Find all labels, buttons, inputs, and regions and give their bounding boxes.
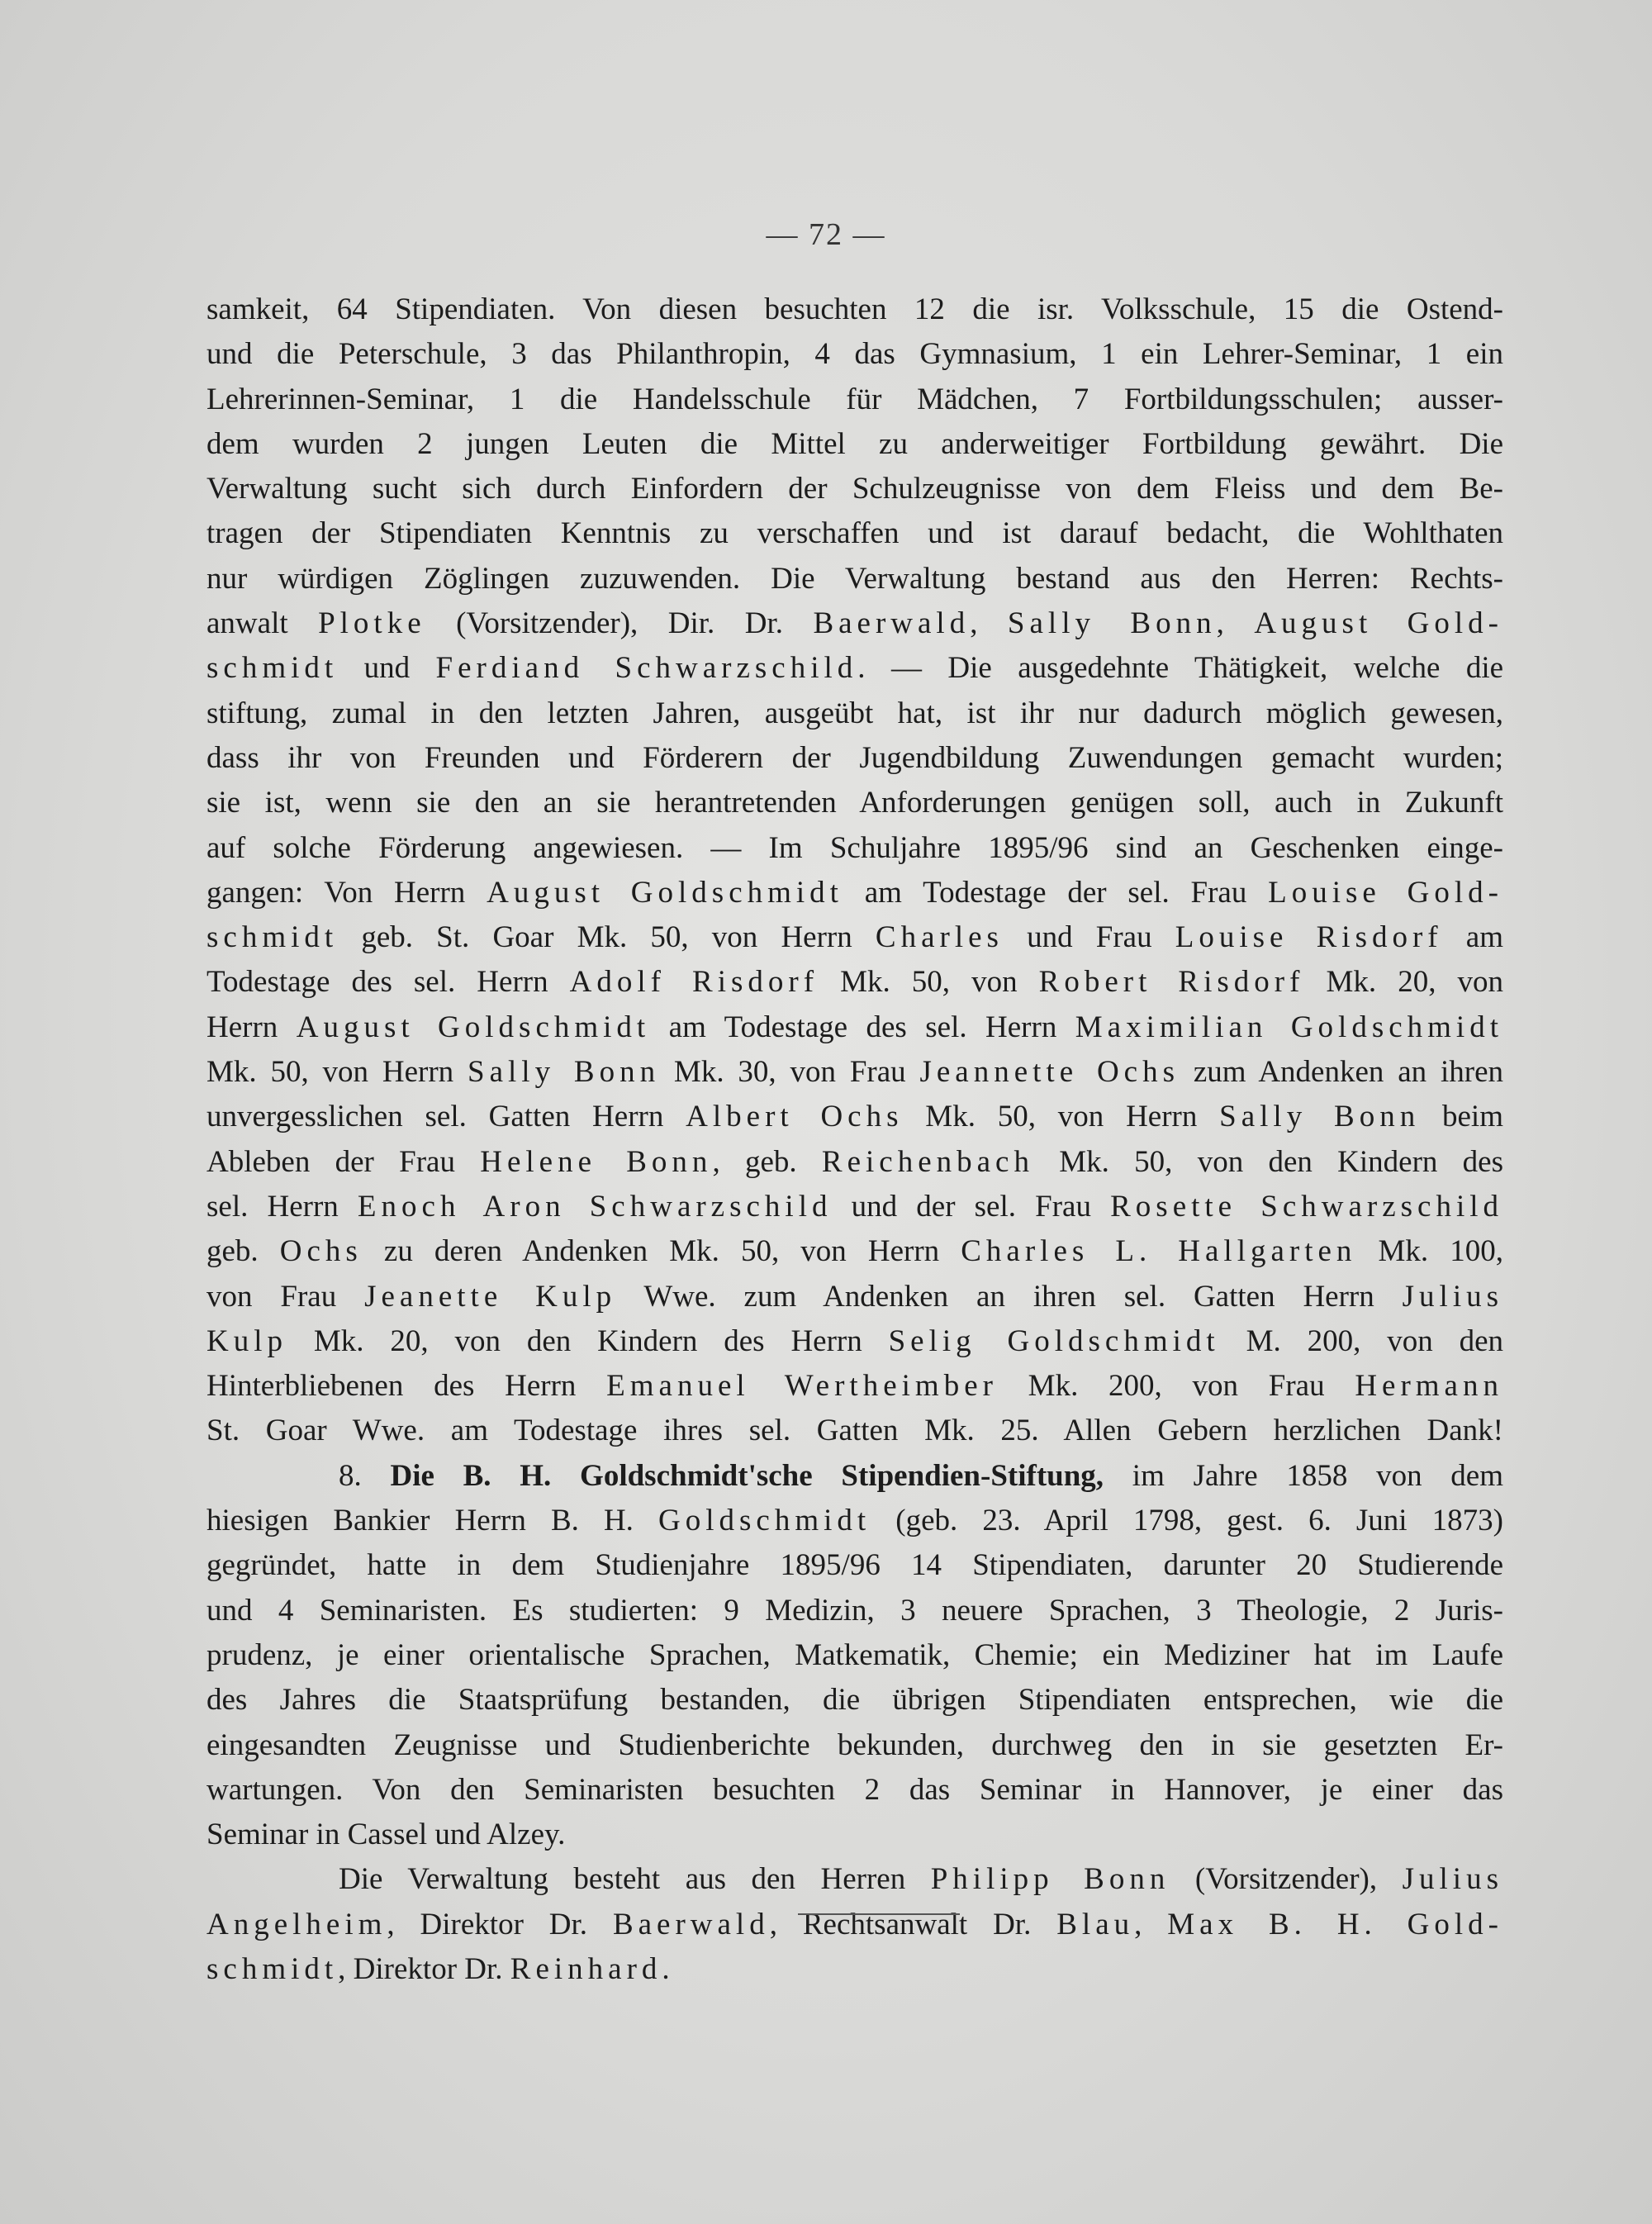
text-line: Angelheim, Direktor Dr. Baerwald, Rechtsanwalt Dr. Blau, Max B. H. Gold- — [206, 1907, 1503, 1941]
text-line: dass ihr von Freunden und Förderern der Jugendbildung Zuwendungen gemacht wurden; — [206, 740, 1503, 775]
text-line: gegründet, hatte in dem Studienjahre 1895/96 14 Stipendiaten, darunter 20 Studierende — [206, 1548, 1503, 1583]
text-line: schmidt, Direktor Dr. Reinhard. — [206, 1951, 670, 1986]
text-line: Ableben der Frau Helene Bonn, geb. Reichenbach Mk. 50, von den Kindern des — [206, 1144, 1503, 1179]
text-line: Herrn August Goldschmidt am Todestage des sel. Herrn Maximilian Goldschmidt — [206, 1010, 1503, 1044]
text-line: schmidt geb. St. Goar Mk. 50, von Herrn Charles und Frau Louise Risdorf am — [206, 920, 1503, 955]
text-line: anwalt Plotke (Vorsitzender), Dir. Dr. Baerwald, Sally Bonn, August Gold- — [206, 606, 1503, 641]
text-line: samkeit, 64 Stipendiaten. Von diesen besuchten 12 die isr. Volksschule, 15 die Ostend- — [206, 292, 1503, 326]
text-line: geb. Ochs zu deren Andenken Mk. 50, von Herrn Charles L. Hallgarten Mk. 100, — [206, 1234, 1503, 1269]
text-line: und 4 Seminaristen. Es studierten: 9 Medizin, 3 neuere Sprachen, 3 Theologie, 2 Juris- — [206, 1593, 1503, 1628]
text-line: hiesigen Bankier Herrn B. H. Goldschmidt (geb. 23. April 1798, gest. 6. Juni 1873) — [206, 1504, 1503, 1538]
section-heading-line: 8. Die B. H. Goldschmidt'sche Stipendien-Stiftung, im Jahre 1858 von dem — [339, 1458, 1503, 1493]
body-text — [206, 288, 1503, 1992]
text-line: Lehrerinnen-Seminar, 1 die Handelsschule für Mädchen, 7 Fortbildungsschulen; ausser- — [206, 382, 1503, 416]
text-line: nur würdigen Zöglingen zuzuwenden. Die Verwaltung bestand aus den Herren: Rechts- — [206, 561, 1503, 596]
section-title: Die B. H. Goldschmidt'sche Stipendien-Stiftung, — [390, 1458, 1104, 1493]
text-line: unvergesslichen sel. Gatten Herrn Albert Ochs Mk. 50, von Herrn Sally Bonn beim — [206, 1100, 1503, 1134]
text-line: dem wurden 2 jungen Leuten die Mittel zu anderweitiger Fortbildung gewährt. Die — [206, 426, 1503, 461]
text-line: wartungen. Von den Seminaristen besuchten 2 das Seminar in Hannover, je einer das — [206, 1772, 1503, 1807]
text-line: sel. Herrn Enoch Aron Schwarzschild und der sel. Frau Rosette Schwarzschild — [206, 1189, 1503, 1224]
text-line: Seminar in Cassel und Alzey. — [206, 1818, 566, 1852]
page-number: — 72 — — [766, 217, 886, 252]
text-line: eingesandten Zeugnisse und Studienberichte bekunden, durchweg den in sie gesetzten Er- — [206, 1727, 1503, 1762]
text-line: gangen: Von Herrn August Goldschmidt am Todestage der sel. Frau Louise Gold- — [206, 875, 1503, 910]
text-line: Verwaltung sucht sich durch Einfordern der Schulzeugnisse von dem Fleiss und dem Be- — [206, 472, 1503, 506]
text-line: schmidt und Ferdiand Schwarzschild. — Die ausgedehnte Thätigkeit, welche die — [206, 651, 1503, 686]
text-line: sie ist, wenn sie den an sie herantretenden Anforderungen genügen soll, auch in Zukunft — [206, 786, 1503, 820]
text-line: prudenz, je einer orientalische Sprachen, Matkematik, Chemie; ein Mediziner hat im Laufe — [206, 1637, 1503, 1672]
text-line: St. Goar Wwe. am Todestage ihres sel. Gatten Mk. 25. Allen Gebern herzlichen Dank! — [206, 1414, 1503, 1448]
text-line: Die Verwaltung besteht aus den Herren Philipp Bonn (Vorsitzender), Julius — [339, 1862, 1503, 1897]
text-line: Hinterbliebenen des Herrn Emanuel Wertheimber Mk. 200, von Frau Hermann — [206, 1369, 1503, 1404]
text-line: Mk. 50, von Herrn Sally Bonn Mk. 30, von Frau Jeannette Ochs zum Andenken an ihren — [206, 1055, 1503, 1090]
end-rule — [798, 1913, 960, 1915]
text-line: Todestage des sel. Herrn Adolf Risdorf Mk. 50, von Robert Risdorf Mk. 20, von — [206, 965, 1503, 1000]
text-line: von Frau Jeanette Kulp Wwe. zum Andenken an ihren sel. Gatten Herrn Julius — [206, 1279, 1503, 1314]
text-line: auf solche Förderung angewiesen. — Im Schuljahre 1895/96 sind an Geschenken einge- — [206, 830, 1503, 865]
text-line: stiftung, zumal in den letzten Jahren, ausgeübt hat, ist ihr nur dadurch möglich gewesen, — [206, 696, 1503, 730]
text-line: tragen der Stipendiaten Kenntnis zu verschaffen und ist darauf bedacht, die Wohlthaten — [206, 516, 1503, 551]
text-line: und die Peterschule, 3 das Philanthropin, 4 das Gymnasium, 1 ein Lehrer-Seminar, 1 ein — [206, 337, 1503, 372]
text-line: des Jahres die Staatsprüfung bestanden, die übrigen Stipendiaten entsprechen, wie die — [206, 1683, 1503, 1718]
text-line: Kulp Mk. 20, von den Kindern des Herrn Selig Goldschmidt M. 200, von den — [206, 1323, 1503, 1358]
